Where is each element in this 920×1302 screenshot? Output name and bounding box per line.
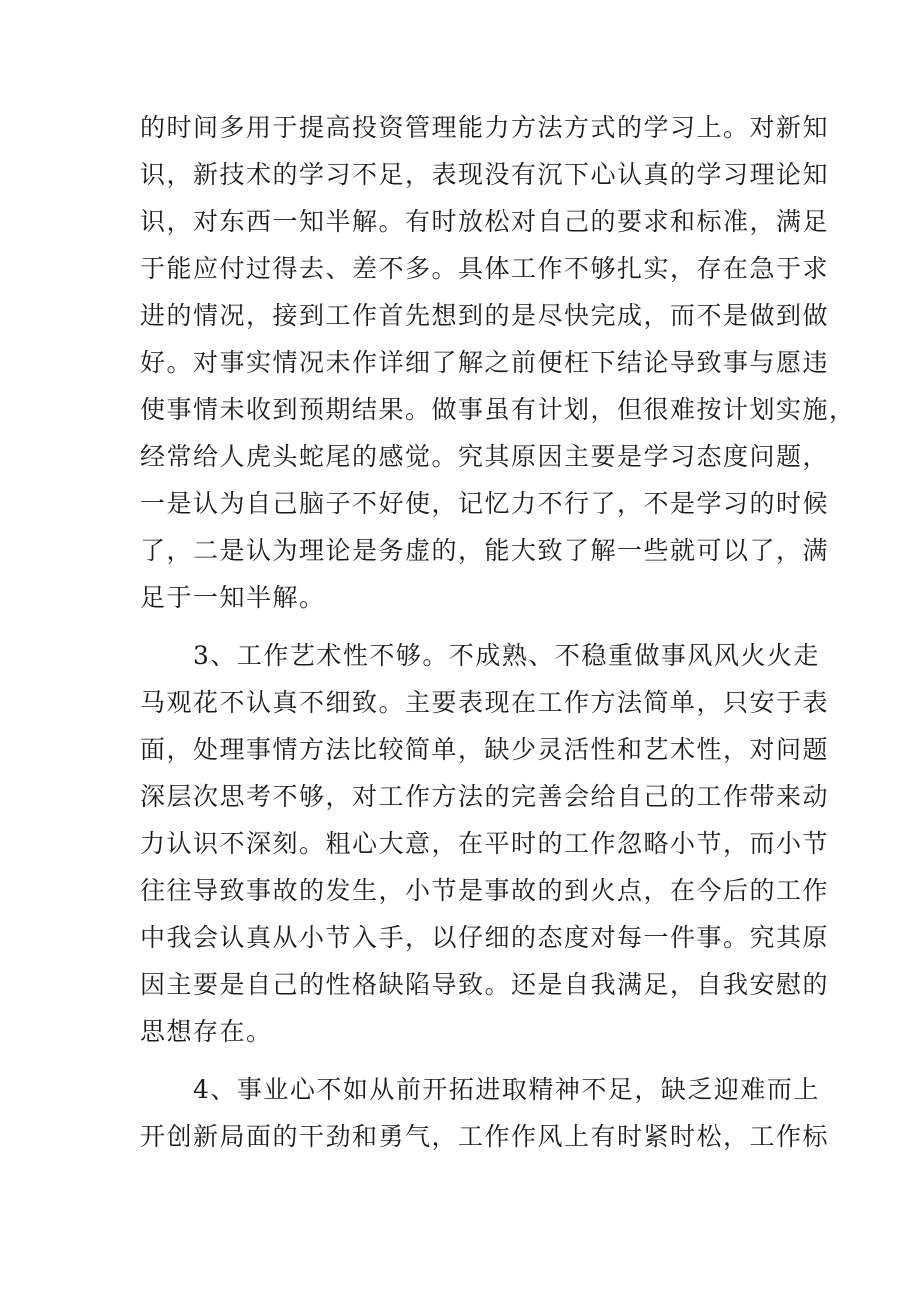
text-line: 的时间多用于提高投资管理能力方法方式的学习上。对新知 xyxy=(140,113,830,142)
paragraph-1 xyxy=(140,104,856,621)
text-line: 思想存在。 xyxy=(140,1017,273,1046)
text-line: 使事情未收到预期结果。做事虽有计划，但很难按计划实施， xyxy=(140,395,856,424)
text-line: 于能应付过得去、差不多。具体工作不够扎实，存在急于求 xyxy=(140,254,830,283)
text-line: 3、工作艺术性不够。不成熟、不稳重做事风风火火走 xyxy=(140,641,820,670)
text-line: 开创新局面的干劲和勇气，工作作风上有时紧时松，工作标 xyxy=(140,1122,830,1151)
text-line: 好。对事实情况未作详细了解之前便枉下结论导致事与愿违 xyxy=(140,348,830,377)
paragraph-3 xyxy=(140,1066,830,1160)
text-line: 4、事业心不如从前开拓进取精神不足，缺乏迎难而上 xyxy=(140,1075,820,1104)
document-body xyxy=(140,104,856,1160)
paragraph-2 xyxy=(140,632,830,1055)
text-line: 足于一知半解。 xyxy=(140,583,326,612)
text-line: 了，二是认为理论是务虚的，能大致了解一些就可以了，满 xyxy=(140,536,830,565)
text-line: 识，新技术的学习不足，表现没有沉下心认真的学习理论知 xyxy=(140,160,830,189)
text-line: 识，对东西一知半解。有时放松对自己的要求和标准，满足 xyxy=(140,207,830,236)
paragraph-gap xyxy=(140,1055,790,1066)
text-line: 马观花不认真不细致。主要表现在工作方法简单，只安于表 xyxy=(140,688,830,717)
text-line: 经常给人虎头蛇尾的感觉。究其原因主要是学习态度问题， xyxy=(140,442,830,471)
text-line: 因主要是自己的性格缺陷导致。还是自我满足，自我安慰的 xyxy=(140,970,830,999)
paragraph-gap xyxy=(140,621,790,632)
text-line: 深层次思考不够，对工作方法的完善会给自己的工作带来动 xyxy=(140,782,830,811)
text-line: 进的情况，接到工作首先想到的是尽快完成，而不是做到做 xyxy=(140,301,830,330)
text-line: 面，处理事情方法比较简单，缺少灵活性和艺术性，对问题 xyxy=(140,735,830,764)
text-line: 力认识不深刻。粗心大意，在平时的工作忽略小节，而小节 xyxy=(140,829,830,858)
text-line: 往往导致事故的发生，小节是事故的到火点，在今后的工作 xyxy=(140,876,830,905)
text-line: 一是认为自己脑子不好使，记忆力不行了，不是学习的时候 xyxy=(140,489,830,518)
text-line: 中我会认真从小节入手，以仔细的态度对每一件事。究其原 xyxy=(140,923,830,952)
